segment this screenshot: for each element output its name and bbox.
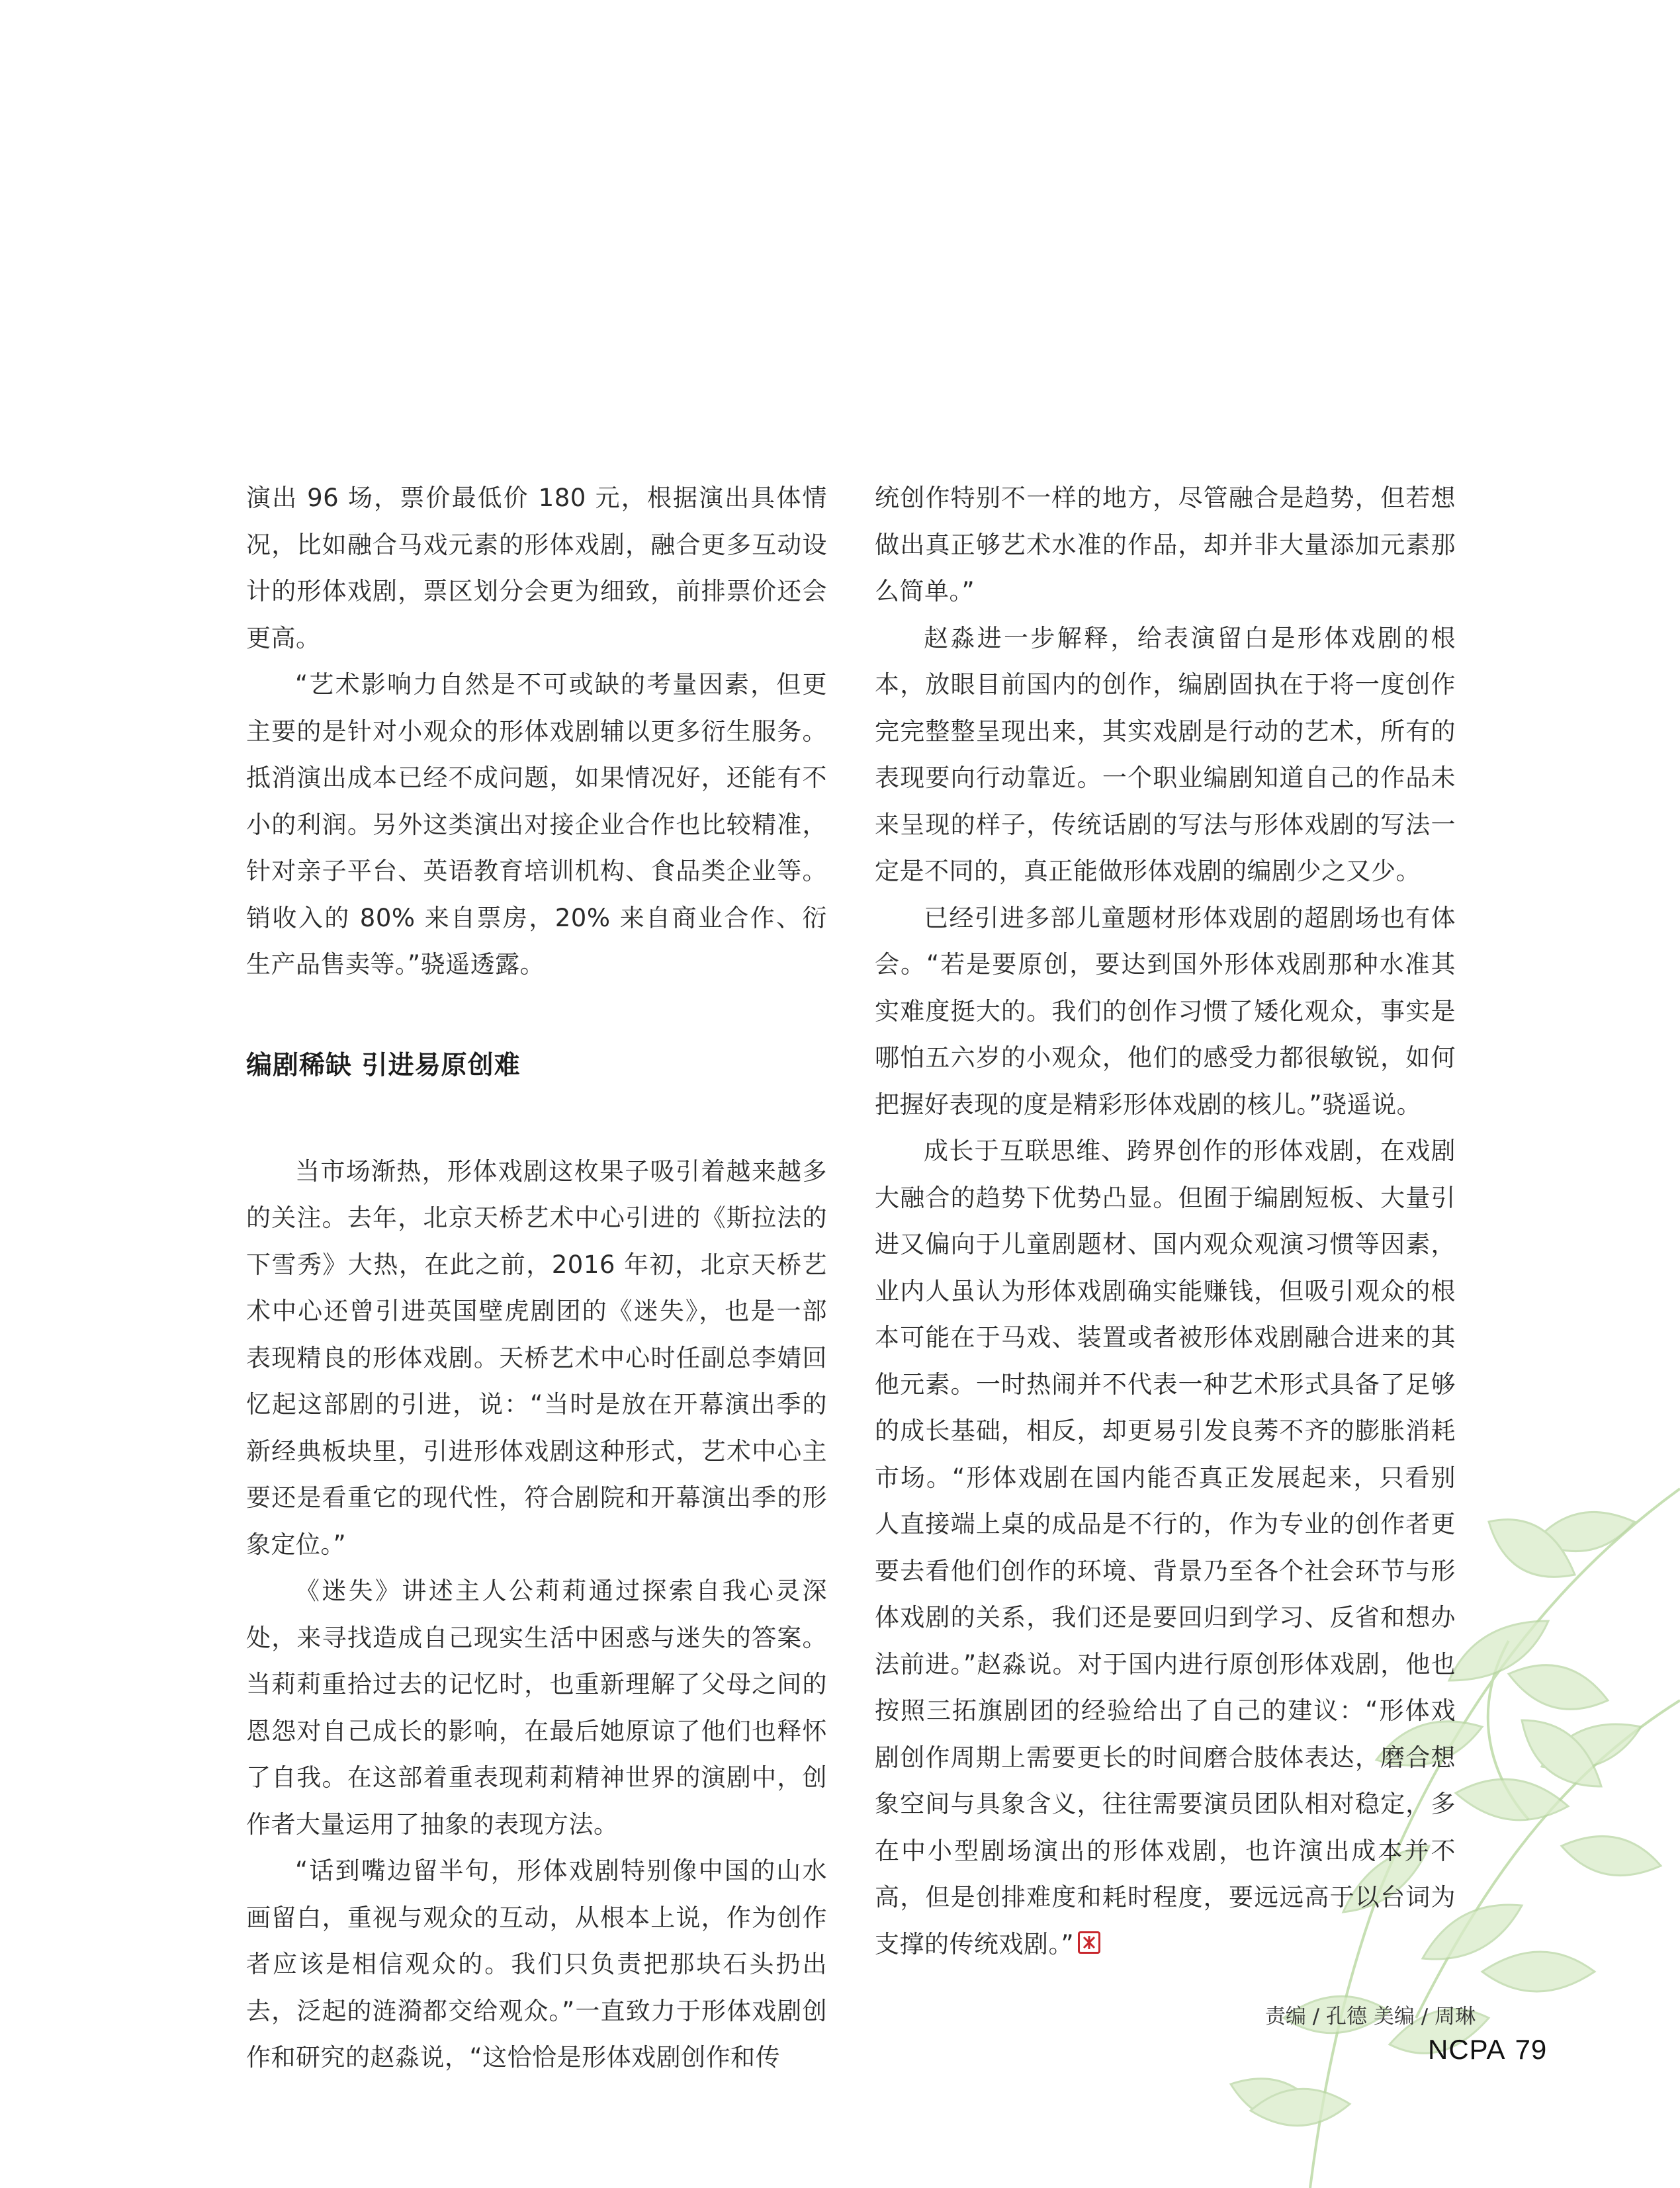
- paragraph: 《迷失》讲述主人公莉莉通过探索自我心灵深处，来寻找造成自己现实生活中困惑与迷失的答案。当莉莉重拾过去的记忆时，也重新理解了父母之间的恩怨对自己成长的影响，在最后她原谅了他们也释怀了自我。在这部着重表现莉莉精神世界的演剧中，创作者大量运用了抽象的表现方法。: [246, 1577, 827, 1839]
- section-heading: 编剧稀缺 引进易原创难: [246, 1050, 521, 1080]
- paragraph: 赵淼进一步解释，给表演留白是形体戏剧的根本，放眼目前国内的创作，编剧固执在于将一度创作完完整整呈现出来，其实戏剧是行动的艺术，所有的表现要向行动靠近。一个职业编剧知道自己的作品未来呈现的样子，传统话剧的写法与形体戏剧的写法一定是不同的，真正能做形体戏剧的编剧少之又少。: [875, 623, 1456, 885]
- right-column: [875, 475, 1456, 1968]
- paragraph-text: 成长于互联思维、跨界创作的形体戏剧，在戏剧大融合的趋势下优势凸显。但囿于编剧短板、大量引进又偏向于儿童剧题材、国内观众观演习惯等因素，业内人虽认为形体戏剧确实能赚钱，但吸引观众的根本可能在于马戏、装置或者被形体戏剧融合进来的其他元素。一时热闹并不代表一种艺术形式具备了足够的成长基础，相反，却更易引发良莠不齐的膨胀消耗市场。“形体戏剧在国内能否真正发展起来，只看别人直接端上桌的成品是不行的，作为专业的创作者更要去看他们创作的环境、背景乃至各个社会环节与形体戏剧的关系，我们还是要回归到学习、反省和想办法前进。”赵淼说。对于国内进行原创形体戏剧，他也按照三拓旗剧团的经验给出了自己的建议：“形体戏剧创作周期上需要更长的时间磨合肢体表达，磨合想象空间与具象含义，往往需要演员团队相对稳定，多在中小型剧场演出的形体戏剧，也许演出成本并不高，但是创排难度和耗时程度，要远远高于以台词为支撑的传统戏剧。”: [875, 1137, 1456, 1958]
- left-column: [246, 475, 827, 2081]
- publication-name: NCPA: [1428, 2034, 1506, 2065]
- page-number: 79: [1515, 2034, 1548, 2065]
- paragraph: “话到嘴边留半句，形体戏剧特别像中国的山水画留白，重视与观众的互动，从根本上说，作为创作者应该是相信观众的。我们只负责把那块石头扔出去，泛起的涟漪都交给观众。”一直致力于形体戏剧创作和研究的赵淼说，“这恰恰是形体戏剧创作和传: [246, 1857, 827, 2072]
- paragraph: [875, 1128, 1456, 1968]
- paragraph: 统创作特别不一样的地方，尽管融合是趋势，但若想做出真正够艺术水准的作品，却并非大量添加元素那么简单。”: [875, 484, 1456, 605]
- paragraph: 演出 96 场，票价最低价 180 元，根据演出具体情况，比如融合马戏元素的形体戏剧，融合更多互动设计的形体戏剧，票区划分会更为细致，前排票价还会更高。: [246, 484, 827, 652]
- end-stamp-icon: [1078, 1931, 1100, 1954]
- paragraph: “艺术影响力自然是不可或缺的考量因素，但更主要的是针对小观众的形体戏剧辅以更多衍生服务。抵消演出成本已经不成问题，如果情况好，还能有不小的利润。另外这类演出对接企业合作也比较精准，针对亲子平台、英语教育培训机构、食品类企业等。销收入的 80% 来自票房，20% 来自商业合作、衍生产品售卖等。”骁遥透露。: [246, 670, 827, 979]
- page-footer: [1428, 2034, 1547, 2066]
- paragraph: 已经引进多部儿童题材形体戏剧的超剧场也有体会。“若是要原创，要达到国外形体戏剧那种水准其实难度挺大的。我们的创作习惯了矮化观众，事实是哪怕五六岁的小观众，他们的感受力都很敏锐，如何把握好表现的度是精彩形体戏剧的核儿。”骁遥说。: [875, 903, 1456, 1119]
- editor-credits: 责编 / 孔德 美编 / 周琳: [1264, 2005, 1476, 2029]
- paragraph: 当市场渐热，形体戏剧这枚果子吸引着越来越多的关注。去年，北京天桥艺术中心引进的《斯拉法的下雪秀》大热，在此之前，2016 年初，北京天桥艺术中心还曾引进英国壁虎剧团的《迷失》，也是一部表现精良的形体戏剧。天桥艺术中心时任副总李婧回忆起这部剧的引进，说：“当时是放在开幕演出季的新经典板块里，引进形体戏剧这种形式，艺术中心主要还是看重它的现代性，符合剧院和开幕演出季的形象定位。”: [246, 1157, 827, 1559]
